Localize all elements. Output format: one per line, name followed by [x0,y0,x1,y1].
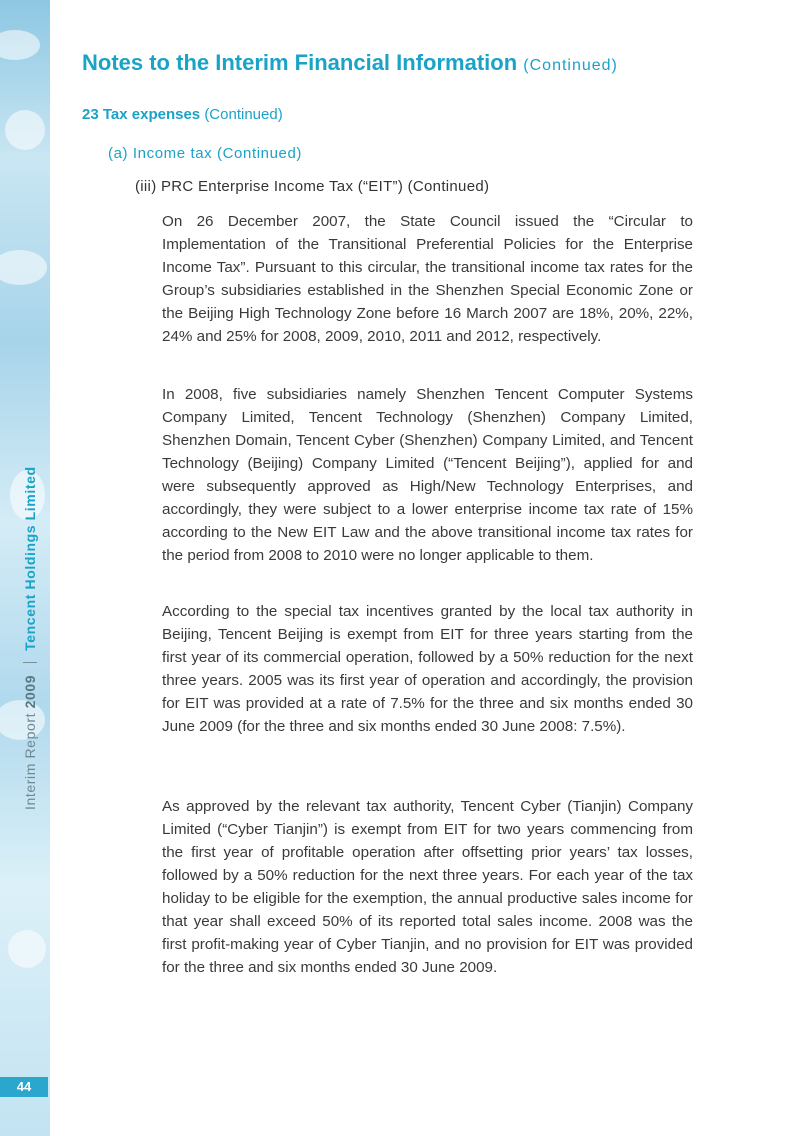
body-paragraph: In 2008, five subsidiaries namely Shenzhen Tencent Computer Systems Company Limited, Tencent Technology (Shenzhen) Company Limited, Shenzhen Domain, Tencent Cyber (Shenzhen) Company Limited, and Tencent Technology (Beijing) Company Limited (“Tencent Beijing”), applied for and were subsequently approved as High/New Technology Enterprises, and accordingly, they were subject to a lower enterprise income tax rate of 15% according to the New EIT Law and the above transitional income tax rates for the period from 2008 to 2010 were no longer applicable to them. [162,386,693,564]
subsection-heading-a: (a) Income tax (Continued) [108,145,303,162]
company-name: Tencent Holdings Limited [22,466,38,651]
cloud-decoration [8,930,46,968]
cloud-decoration [0,30,40,60]
sidebar-divider [23,662,37,663]
page-number: 44 [0,1077,48,1097]
section-heading [82,106,283,123]
report-year: 2009 [22,674,38,709]
section-number: 23 [82,106,99,123]
body-paragraph: According to the special tax incentives granted by the local tax authority in Beijing, Tencent Beijing is exempt from EIT for three years starting from the first year of its commercial operation, followed by a 50% reduction for the next three years. 2005 was its first year of operation and accordingly, the provision for EIT was provided at a rate of 7.5% for the three and six months ended 30 June 2009 (for the three and six months ended 30 June 2008: 7.5%). [162,603,693,735]
page-title [82,50,618,76]
page-title-continued: (Continued) [523,57,618,74]
section-continued: (Continued) [204,106,283,123]
report-label: Interim Report [22,712,38,810]
body-paragraph: On 26 December 2007, the State Council issued the “Circular to Implementation of the Transitional Preferential Policies for the Enterprise Income Tax”. Pursuant to this circular, the transitional income tax rates for the Group’s subsidiaries established in the Shenzhen Special Economic Zone or the Beijing High Technology Zone before 16 March 2007 are 18%, 20%, 22%, 24% and 25% for 2008, 2009, 2010, 2011 and 2012, respectively. [162,213,693,345]
section-title: Tax expenses [102,106,201,123]
cloud-decoration [0,250,47,285]
body-paragraph: As approved by the relevant tax authority, Tencent Cyber (Tianjin) Company Limited (“Cyber Tianjin”) is exempt from EIT for two years commencing from the first year of profitable operation after offsetting prior years’ tax losses, followed by a 50% reduction for the next three years. For each year of the tax holiday to be eligible for the exemption, the annual productive sales income for that year shall exceed 50% of its reported total sales income. 2008 was the first profit-making year of Cyber Tianjin, and no provision for EIT was provided for the three and six months ended 30 June 2009. [162,798,693,976]
cloud-decoration [5,110,45,150]
subsection-heading-iii: (iii) PRC Enterprise Income Tax (“EIT”) (Continued) [135,178,490,195]
page-title-text: Notes to the Interim Financial Information [82,50,518,75]
running-sidebar-label [22,410,42,810]
